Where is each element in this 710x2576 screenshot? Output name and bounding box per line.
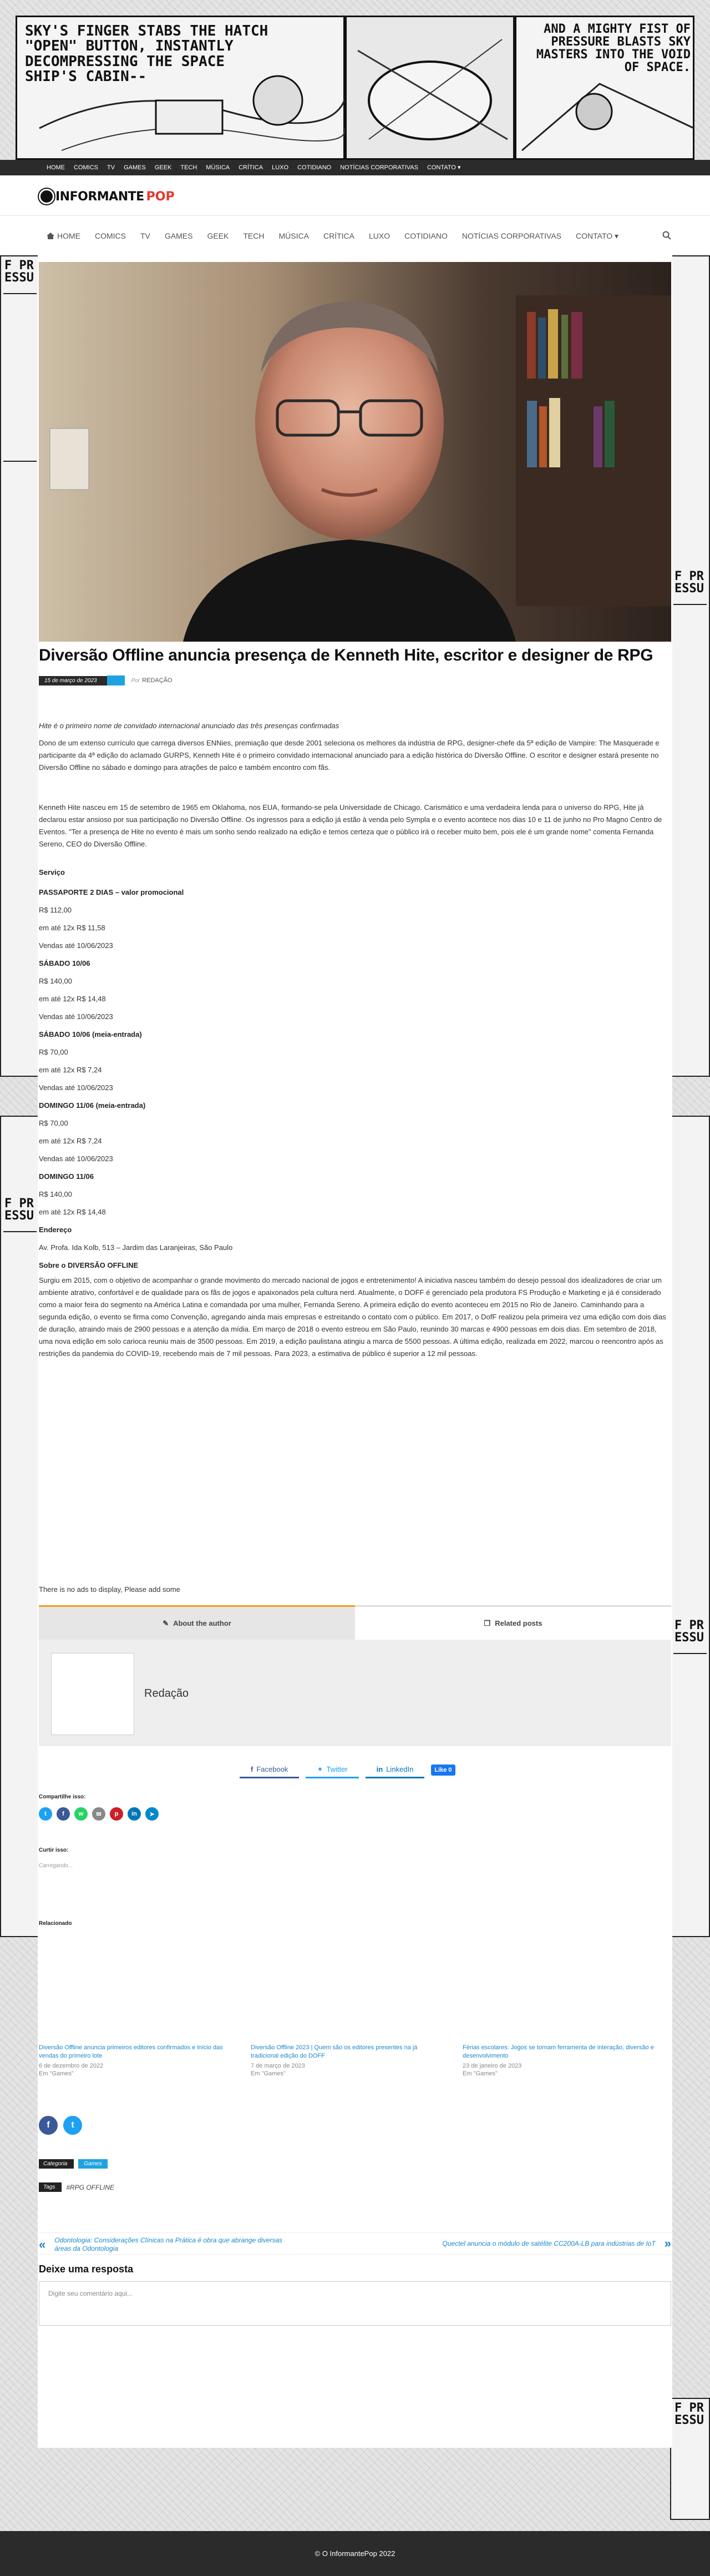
ticket-price: R$ 70,00: [39, 1048, 68, 1056]
topbar-item-critica[interactable]: CRÍTICA: [239, 164, 263, 171]
twitter-share-button[interactable]: [306, 1762, 358, 1778]
share-label: Facebook: [256, 1765, 288, 1773]
author-name[interactable]: Redação: [144, 1687, 189, 1700]
side-strip-right: [670, 255, 710, 1077]
tags-label: Tags: [39, 2182, 62, 2192]
ticket-heading: DOMINGO 11/06 (meia-entrada): [39, 1101, 146, 1110]
side-strip-left-2: [0, 1116, 40, 1937]
search-icon[interactable]: [662, 231, 671, 240]
article-date: 15 de março de 2023: [39, 676, 107, 685]
whatsapp-icon[interactable]: w: [74, 1807, 88, 1821]
tab-label: About the author: [173, 1619, 231, 1627]
nav-item-contato[interactable]: CONTATO ▾: [576, 231, 619, 240]
side-strip-text: F PR ESSU: [4, 1197, 34, 1223]
logo-text-pop: POP: [146, 189, 175, 204]
topbar-item-contato[interactable]: CONTATO ▾: [427, 164, 461, 171]
telegram-icon[interactable]: ➤: [145, 1807, 159, 1821]
curtir-heading: Curtir isso:: [39, 1847, 69, 1853]
next-post-link[interactable]: [412, 2236, 671, 2251]
ticket-sales: Vendas até 10/06/2023: [39, 1012, 113, 1021]
no-ads-notice: There is no ads to display, Please add some: [39, 1585, 180, 1594]
side-strip-text: F PR ESSU: [674, 1619, 704, 1645]
share-buttons-row: [240, 1762, 455, 1778]
comic-speech-right: AND A MIGHTY FIST OF PRESSURE BLASTS SKY MASTERS INTO THE VOID OF SPACE.: [536, 22, 691, 75]
topbar-item-musica[interactable]: MÚSICA: [206, 164, 230, 171]
ticket-installments: em até 12x R$ 7,24: [39, 1066, 102, 1074]
related-post[interactable]: [463, 2044, 657, 2077]
linkedin-icon[interactable]: in: [128, 1807, 141, 1821]
share-label: LinkedIn: [386, 1765, 414, 1773]
side-strip-right-2: [670, 1116, 710, 1937]
compartilhe-heading: Compartilhe isso:: [39, 1794, 86, 1800]
relacionado-heading: Relacionado: [39, 1920, 72, 1927]
pinterest-icon[interactable]: p: [110, 1807, 123, 1821]
tab-about-author[interactable]: [39, 1605, 355, 1640]
side-strip-text: F PR ESSU: [674, 569, 704, 596]
category-link[interactable]: Games: [78, 2159, 107, 2169]
topbar-item-geek[interactable]: GEEK: [154, 164, 172, 171]
comic-art-left: [17, 17, 347, 162]
share-label: Twitter: [326, 1765, 348, 1773]
topbar-item-comics[interactable]: COMICS: [74, 164, 98, 171]
side-strip-left: [0, 255, 40, 1077]
ticket-installments: em até 12x R$ 7,24: [39, 1137, 102, 1145]
topbar-item-home[interactable]: HOME: [47, 164, 65, 171]
sobre-heading: Sobre o DIVERSÃO OFFLINE: [39, 1261, 139, 1269]
topbar-item-games[interactable]: GAMES: [124, 164, 146, 171]
top-bar: [0, 160, 710, 175]
related-post[interactable]: [251, 2044, 445, 2077]
endereco-heading: Endereço: [39, 1226, 72, 1234]
comic-speech-left: SKY'S FINGER STABS THE HATCH "OPEN" BUTTON, INSTANTLY DECOMPRESSING THE SPACE SHIP'S CABIN--: [25, 23, 268, 85]
next-post-title[interactable]: Quectel anuncia o módulo de satélite CC200A-LB para indústrias de IoT: [442, 2239, 656, 2247]
ticket-installments: em até 12x R$ 11,58: [39, 924, 105, 932]
side-strip-text: F PR ESSU: [674, 2401, 704, 2427]
tab-related-posts[interactable]: [355, 1605, 671, 1640]
home-icon: [46, 232, 55, 240]
side-strip-right-3: [670, 2398, 710, 2520]
nav-item-games[interactable]: GAMES: [164, 231, 193, 240]
ticket-heading: DOMINGO 11/06: [39, 1172, 94, 1181]
category-row: [39, 2159, 108, 2169]
servico-heading: Serviço: [39, 868, 65, 876]
ticket-heading: SÁBADO 10/06: [39, 959, 90, 967]
ticket-installments: em até 12x R$ 14,48: [39, 995, 106, 1003]
comic-panel-middle: [345, 16, 515, 160]
site-header: [0, 175, 710, 215]
topbar-item-noticias[interactable]: NOTÍCIAS CORPORATIVAS: [340, 164, 418, 171]
comment-textarea[interactable]: Digite seu comentário aqui...: [39, 2281, 671, 2326]
ticket-price: R$ 112,00: [39, 906, 72, 914]
topbar-item-cotidiano[interactable]: COTIDIANO: [297, 164, 332, 171]
related-date: 6 de dezembro de 2022: [39, 2063, 104, 2069]
article-paragraph-1: Dono de um extenso currículo que carrega diversos ENNies, premiação que desde 2001 seleciona os melhores da indústria de RPG, designer-chefe da 5ª edição de Vampire: The Masquerade e participante da 4ª edição do aclamado GURPS, Kenneth Hite é o primeiro convidado internacional anunciado para a edição histórica do Diversão Offline. O escritor e designer estará presente no Diversão Offline no sábado e domingo para atrações de palco e também encontro com fãs.: [39, 739, 660, 772]
nav-item-critica[interactable]: CRÍTICA: [323, 231, 354, 240]
article-title: Diversão Offline anuncia presença de Kenneth Hite, escritor e designer de RPG: [39, 646, 653, 664]
ticket-installments: em até 12x R$ 14,48: [39, 1208, 106, 1216]
ticket-sales: Vendas até 10/06/2023: [39, 941, 113, 950]
related-date: 7 de março de 2023: [251, 2063, 305, 2069]
pencil-icon: ✎: [163, 1619, 169, 1627]
loading-text: Carregando...: [39, 1863, 73, 1869]
comment-icon[interactable]: [107, 675, 125, 685]
double-chevron-right-icon: »: [664, 2236, 671, 2250]
topbar-item-luxo[interactable]: LUXO: [272, 164, 289, 171]
nav-item-cotidiano[interactable]: COTIDIANO: [404, 231, 448, 240]
divider: [673, 1653, 707, 1654]
divider: [3, 293, 37, 294]
comic-panel-left: [16, 16, 345, 160]
related-category: Em "Games": [463, 2070, 498, 2077]
side-strip-text: F PR ESSU: [4, 259, 34, 285]
facebook-icon: f: [251, 1765, 253, 1773]
article-excerpt: Hite é o primeiro nome de convidado internacional anunciado das três presenças confirmadas: [39, 722, 339, 730]
article-meta: [39, 675, 172, 686]
tab-label: Related posts: [495, 1619, 542, 1627]
linkedin-share-button[interactable]: [366, 1762, 425, 1778]
twitter-icon[interactable]: t: [63, 2116, 82, 2135]
article-content: [38, 255, 672, 2448]
share-icons-row: [39, 1807, 159, 1821]
linkedin-icon: in: [376, 1765, 383, 1773]
article-author[interactable]: REDAÇÃO: [142, 677, 173, 684]
endereco-text: Av. Profa. Ida Kolb, 513 – Jardim das Laranjeiras, São Paulo: [39, 1243, 233, 1252]
ticket-price: R$ 140,00: [39, 1190, 72, 1198]
ticket-sales: Vendas até 10/06/2023: [39, 1083, 113, 1092]
facebook-icon[interactable]: f: [57, 1807, 70, 1821]
related-category: Em "Games": [39, 2070, 74, 2077]
reply-heading: Deixe uma resposta: [39, 2264, 134, 2275]
by-label: Por: [131, 677, 140, 684]
topbar-item-tech[interactable]: TECH: [180, 164, 197, 171]
site-logo[interactable]: [39, 189, 175, 204]
ticket-heading: SÁBADO 10/06 (meia-entrada): [39, 1030, 142, 1039]
twitter-icon[interactable]: t: [39, 1807, 52, 1821]
divider: [673, 604, 707, 605]
facebook-share-button[interactable]: [240, 1762, 299, 1778]
author-tabs: [39, 1605, 671, 1640]
documents-icon: ❐: [484, 1619, 491, 1627]
related-date: 23 de janeiro de 2023: [463, 2063, 522, 2069]
logo-text-informante: INFORMANTE: [55, 189, 144, 204]
category-label: Categoria: [39, 2159, 74, 2169]
avatar: [51, 1653, 134, 1735]
social-circles: [39, 2116, 82, 2135]
related-title[interactable]: Diversão Offline anuncia primeiros editores confirmados e início das vendas do primeiro lote: [39, 2044, 223, 2059]
email-icon[interactable]: ✉: [92, 1807, 105, 1821]
ticket-sales: Vendas até 10/06/2023: [39, 1155, 113, 1163]
hero-photo: [39, 262, 671, 642]
related-title[interactable]: Férias escolares: Jogos se tornam ferramenta de interação, diversão e desenvolvimento: [463, 2044, 654, 2059]
related-post[interactable]: [39, 2044, 233, 2077]
related-category: Em "Games": [251, 2070, 286, 2077]
ticket-heading: PASSAPORTE 2 DIAS – valor promocional: [39, 888, 184, 896]
nav-item-tech[interactable]: TECH: [243, 231, 265, 240]
twitter-icon: ✦: [317, 1765, 323, 1773]
nav-item-geek[interactable]: GEEK: [207, 231, 229, 240]
divider: [3, 1231, 37, 1232]
nav-item-luxo[interactable]: LUXO: [368, 231, 390, 240]
facebook-icon[interactable]: f: [39, 2116, 58, 2135]
nav-item-comics[interactable]: COMICS: [95, 231, 126, 240]
author-box: [39, 1605, 671, 1746]
topbar-item-tv[interactable]: TV: [107, 164, 115, 171]
comic-art-middle: [347, 17, 516, 162]
like-button[interactable]: Like 0: [431, 1765, 455, 1776]
nav-item-label: HOME: [57, 231, 80, 240]
related-title[interactable]: Diversão Offline 2023 | Quem são os editores presentes na já tradicional edição do DOFF: [251, 2044, 418, 2059]
site-footer: [0, 2531, 710, 2576]
main-nav: [0, 215, 710, 255]
double-chevron-left-icon: «: [39, 2237, 46, 2251]
comic-art-right: [516, 17, 696, 162]
nav-item-home[interactable]: [39, 231, 88, 240]
prev-post-link[interactable]: [39, 2236, 298, 2253]
tags-row: [39, 2182, 114, 2192]
nav-item-noticias[interactable]: NOTÍCIAS CORPORATIVAS: [462, 231, 562, 240]
prev-post-title[interactable]: Odontologia: Considerações Clínicas na Prática é obra que abrange diversas áreas da Odontologia: [54, 2236, 283, 2252]
hero-image: [39, 262, 671, 642]
article-paragraph-2: Kenneth Hite nasceu em 15 de setembro de 1965 em Oklahoma, nos EUA, formando-se pela Universidade de Chicago. Carismático e uma verdadeira lenda para o universo do RPG, Hite já declarou estar ansioso por sua participação no Diversão Offline. Os ingressos para a edição já estão à venda pelo Sympla e o evento acontece nos dias 10 e 11 de junho no Pro Magno Centro de Eventos. "Ter a presença de Hite no evento é mais um sonho sendo realizado na edição e temos certeza que o público irá o receber muito bem, pois ele é um grande nome" comenta Fernanda Sereno, CEO do Diversão Offline.: [39, 803, 662, 848]
tags-links[interactable]: #RPG OFFLINE: [66, 2183, 115, 2191]
sobre-paragraph: Surgiu em 2015, com o objetivo de acompanhar o grande movimento do mercado nacional de jogos e entretenimento! A iniciativa nasceu também do desejo pessoal dos idealizadores de criar um ambiente atrativo, confortável e de qualidade para os fãs de jogos e apaixonados pela cultura nerd. Atualmente, o DOFF é gerenciado pela produtora FS Produção e Marketing e já é considerado como a maior feira do segmento na América Latina e comandada por uma mulher, Fernanda Sereno. A primeira edição do evento aconteceu em 2015 no Rio de Janeiro. Caminhando para a segunda edição, o evento se firma como Convenção, agregando ainda mais empresas e estreitando o contato com o público. Em 2017, o DofF realizou pela primeira vez uma edição com dois dias de duração, atraindo mais de 2900 pessoas e a atenção da mídia. Em março de 2018 o evento estreou em São Paulo, reunindo 30 marcas e 4900 pessoas em dois dias. Em setembro de 2018, uma nova edição em solo carioca reuniu mais de 3500 pessoas. Em 2019, a edição paulistana atingiu a marca de 5500 pessoas. A última edição, realizada em 2022, marcou o reencontro após as restrições da pandemia do COVID-19, recebendo mais de 7 mil pessoas. Para 2023, a estimativa de público é superior a 12 mil pessoas.: [39, 1276, 666, 1358]
nav-item-musica[interactable]: MÚSICA: [278, 231, 309, 240]
logo-mark: [39, 189, 54, 204]
post-navigation: [39, 2232, 671, 2255]
footer-copyright: © O InformantePop 2022: [315, 2549, 395, 2558]
ticket-price: R$ 70,00: [39, 1119, 68, 1127]
ticket-price: R$ 140,00: [39, 977, 72, 985]
divider: [3, 461, 37, 462]
comic-panel-right: [515, 16, 694, 160]
nav-item-tv[interactable]: TV: [140, 231, 150, 240]
